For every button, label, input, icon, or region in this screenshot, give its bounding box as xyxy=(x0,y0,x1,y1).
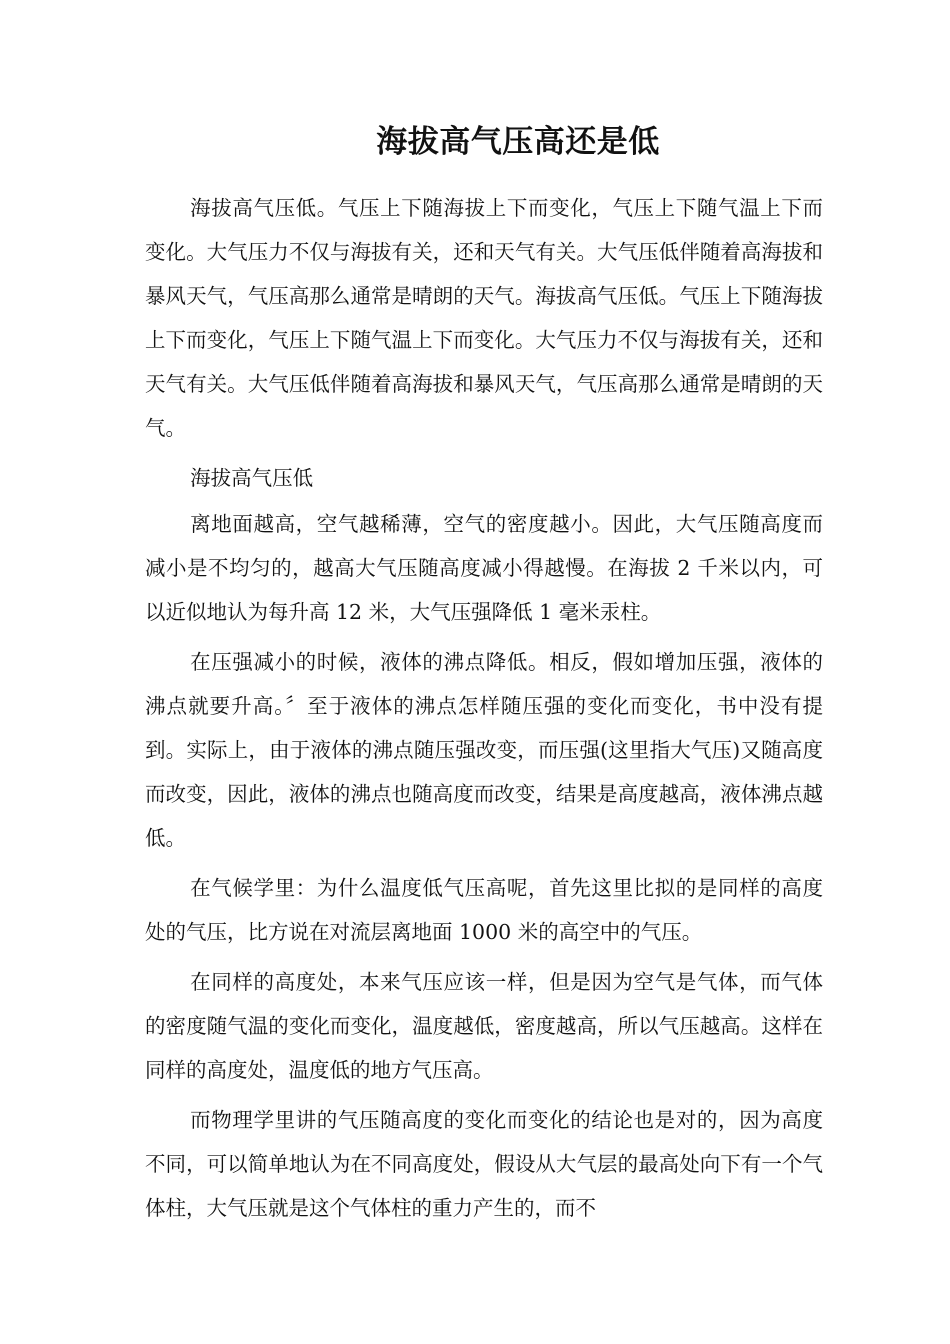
paragraph-subheading: 海拔高气压低 xyxy=(190,466,314,490)
paragraph-boiling-point: 在压强减小的时候，液体的沸点降低。相反，假如增加压强，液体的沸点就要升高。〞至于液体的沸点怎样随压强的变化而变化，书中没有提到。实际上，由于液体的沸点随压强改变，而压强(这里指大气压)又随高度而改变，因此，液体的沸点也随高度而改变，结果是高度越高，液体沸点越低。 xyxy=(145,650,823,850)
paragraph-same-altitude: 在同样的高度处，本来气压应该一样，但是因为空气是气体，而气体的密度随气温的变化而变化，温度越低，密度越高，所以气压越高。这样在同样的高度处，温度低的地方气压高。 xyxy=(145,970,823,1082)
document-page xyxy=(145,118,823,1236)
paragraph-physics: 而物理学里讲的气压随高度的变化而变化的结论也是对的，因为高度不同，可以简单地认为在不同高度处，假设从大气层的最高处向下有一个气体柱，大气压就是这个气体柱的重力产生的，而不 xyxy=(145,1108,823,1220)
paragraph-climatology: 在气候学里：为什么温度低气压高呢，首先这里比拟的是同样的高度处的气压，比方说在对流层离地面 1000 米的高空中的气压。 xyxy=(145,876,823,944)
paragraph-altitude-density: 离地面越高，空气越稀薄，空气的密度越小。因此，大气压随高度而减小是不均匀的，越高大气压随高度减小得越慢。在海拔 2 千米以内，可以近似地认为每升高 12 米，大气压强降低 1 毫米汞柱。 xyxy=(145,512,823,624)
paragraph-intro: 海拔高气压低。气压上下随海拔上下而变化，气压上下随气温上下而变化。大气压力不仅与海拔有关，还和天气有关。大气压低伴随着高海拔和暴风天气，气压高那么通常是晴朗的天气。海拔高气压低。气压上下随海拔上下而变化，气压上下随气温上下而变化。大气压力不仅与海拔有关，还和天气有关。大气压低伴随着高海拔和暴风天气，气压高那么通常是晴朗的天气。 xyxy=(145,196,823,440)
document-title: 海拔高气压高还是低 xyxy=(376,124,660,160)
